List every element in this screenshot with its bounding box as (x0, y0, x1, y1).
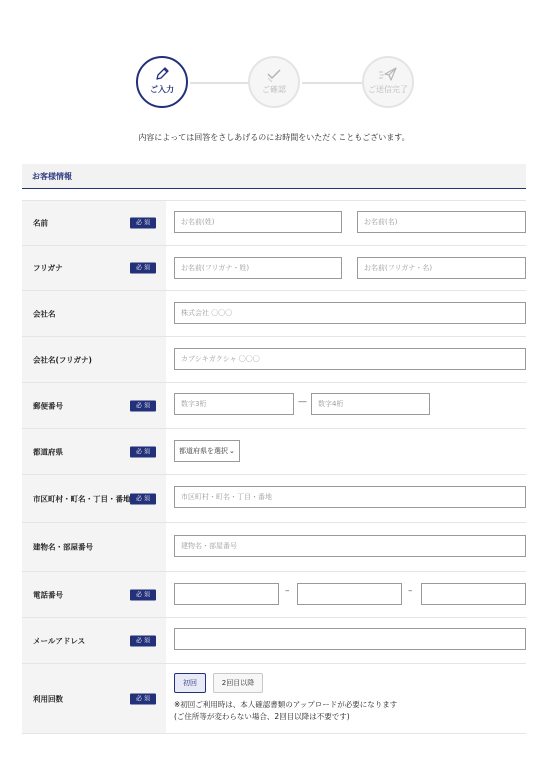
field-label: 会社名 (33, 309, 56, 318)
prefecture-selected-value: 都道府県を選択 (179, 447, 228, 455)
form-row-address (22, 474, 526, 522)
required-badge: 必 須 (130, 218, 156, 229)
company-input[interactable] (174, 302, 526, 324)
building-input[interactable] (174, 535, 526, 557)
form-row-email (22, 617, 526, 663)
field-label: 都道府県 (33, 447, 63, 456)
field-label: 市区町村・町名・丁目・番地 (33, 494, 131, 503)
label-cell (22, 572, 166, 617)
label-cell (22, 475, 166, 522)
usage-second-plus-button[interactable]: 2回目以降 (213, 673, 263, 693)
email-input[interactable] (174, 628, 526, 650)
customer-form (22, 200, 526, 734)
form-row-building (22, 522, 526, 571)
section-title: お客様情報 (32, 172, 72, 181)
usage-note-line2: (ご住所等が変わらない場合、2回目以降は不要です) (174, 712, 350, 721)
form-row-company-kana (22, 336, 526, 382)
step-confirm (248, 56, 300, 108)
phone-part2-input[interactable] (297, 583, 402, 605)
postal-separator: — (298, 397, 307, 407)
last-name-kana-input[interactable] (174, 257, 342, 279)
form-row-prefecture (22, 428, 526, 474)
field-label: 会社名(フリガナ) (33, 355, 92, 364)
postal-code-part1-input[interactable] (174, 393, 294, 415)
form-row-postal (22, 382, 526, 428)
usage-first-time-button[interactable]: 初回 (174, 673, 206, 693)
field-label: 名前 (33, 218, 48, 228)
label-cell (22, 383, 166, 428)
field-label: 郵便番号 (33, 401, 63, 410)
field-label: メールアドレス (33, 636, 86, 645)
label-cell (22, 429, 166, 474)
required-badge: 必 須 (130, 589, 156, 600)
step-complete (362, 56, 414, 108)
required-badge: 必 須 (130, 493, 156, 504)
chevron-down-icon: ⌄ (229, 447, 235, 455)
required-badge: 必 須 (130, 400, 156, 411)
field-label: フリガナ (33, 263, 63, 273)
paper-plane-icon (378, 65, 398, 83)
required-badge: 必 須 (130, 693, 156, 704)
label-cell (22, 523, 166, 571)
step-connector (190, 82, 250, 84)
field-label: 利用回数 (33, 694, 63, 703)
label-cell (22, 618, 166, 663)
postal-code-part2-input[interactable] (311, 393, 430, 415)
form-row-name (22, 200, 526, 245)
section-header (22, 164, 526, 189)
form-row-company (22, 290, 526, 336)
last-name-input[interactable] (174, 211, 342, 233)
pencil-icon (153, 65, 171, 83)
check-icon (265, 65, 283, 83)
field-label: 建物名・部屋番号 (33, 542, 93, 552)
step-label: ご確認 (262, 85, 286, 94)
address-input[interactable] (174, 486, 526, 508)
label-cell (22, 201, 166, 245)
required-badge: 必 須 (130, 263, 156, 274)
phone-part1-input[interactable] (174, 583, 279, 605)
progress-stepper (0, 52, 548, 116)
step-connector (302, 82, 362, 84)
step-label: ご送信完了 (368, 85, 408, 94)
label-cell (22, 246, 166, 290)
label-cell (22, 291, 166, 336)
first-name-kana-input[interactable] (357, 257, 526, 279)
notice-text: 内容によっては回答をさしあげるのにお時間をいただくこともございます。 (138, 133, 410, 142)
phone-separator: – (285, 586, 290, 596)
form-row-phone (22, 571, 526, 617)
first-name-input[interactable] (357, 211, 526, 233)
usage-note-line1: ※初回ご利用時は、本人確認書類のアップロードが必要になります (174, 700, 398, 709)
step-input (136, 56, 188, 108)
prefecture-select[interactable] (174, 440, 240, 462)
phone-separator: – (408, 586, 413, 596)
required-badge: 必 須 (130, 635, 156, 646)
form-row-usage (22, 663, 526, 734)
required-badge: 必 須 (130, 446, 156, 457)
field-label: 電話番号 (33, 590, 63, 599)
form-row-kana (22, 245, 526, 290)
label-cell (22, 664, 166, 733)
step-label: ご入力 (150, 85, 174, 94)
phone-part3-input[interactable] (421, 583, 526, 605)
label-cell (22, 337, 166, 382)
company-kana-input[interactable] (174, 348, 526, 370)
